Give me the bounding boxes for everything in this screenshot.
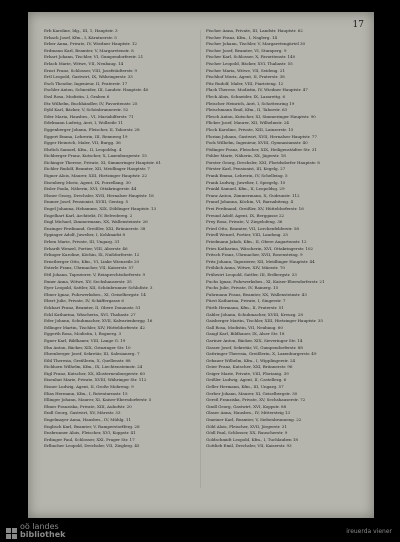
directory-entry: Erhart Johann, Tischler, VI, Gumpendorferstr. 21 [44, 54, 144, 60]
directory-entry: Eggert Emma, Lehrerin, III, Rennweg 19 [44, 133, 128, 139]
directory-entry: Eigl Franz, Kutscher, XX, Klosterneuburgerstr. 60 [44, 370, 145, 376]
directory-entry: Eggerth Rosa, Modistin, I, Bognerg. 3 [44, 331, 122, 337]
directory-entry: Engel Johanna, Hebamme, XIX, Döblinger Hauptstr. 13 [44, 206, 157, 212]
directory-entry: Fröhlich Anna, Witwe, XIV, Märzstr. 70 [206, 265, 285, 271]
directory-entry: Egner Karl, Bildhauer, VIII, Lange G. 19 [44, 337, 126, 343]
directory-entry: Fischer Johann, Tischler, V, Margaretengürtel 30 [206, 41, 306, 47]
directory-entry: Eggenberger Johann, Fleischer, II, Taborstr. 28 [44, 126, 140, 132]
directory-entry: Goldschmidt Leopold, Kfm., I, Tuchlauben 18 [206, 436, 298, 442]
directory-entry: Ettl Johann, Tapezierer, V, Reinprechtsdorferstr. 9 [44, 271, 146, 277]
directory-entry: Erlach Marie, Witwe, VII, Neubaug. 14 [44, 60, 124, 66]
directory-entry: Ernst Franz, Schlosser, VIII, Josefstädterstr. 9 [44, 67, 137, 73]
directory-entry: Engelhart Karl, Architekt, IV, Belvedereg. 2 [44, 212, 133, 218]
directory-entry: Flach Therese, Modistin, IV, Wiedner Hauptstr. 47 [206, 87, 308, 93]
directory-entry: Fischhof Moriz, Agent, II, Praterstr. 38 [206, 74, 285, 80]
directory-entry: Gaisberger Martin, Tischler, XIII, Hietzinger Hauptstr. 35 [206, 318, 323, 324]
directory-entry: Geller Hermann, Kfm., III, Ungarg. 57 [206, 384, 284, 390]
logo-text-line2: bibliothek [20, 530, 66, 539]
directory-entry: Ehrlich Samuel, Kfm., II, Leopoldsg. 4 [44, 146, 122, 152]
directory-entry: Fritz Johann, Tapezierer, XII, Meidlinger Hauptstr. 44 [206, 258, 315, 264]
directory-entry: Fürth Hermann, Kfm., II, Praterstr. 51 [206, 304, 284, 310]
directory-entry: Fock Wilhelm, Ingenieur, XVIII, Gymnasiumstr. 40 [206, 140, 308, 146]
directory-entry: Ertl Leopold, Gastwirt, IX, Währingerstr. 33 [44, 74, 133, 80]
directory-entry: Fuchs Julie, Private, IV, Rainerg. 15 [206, 285, 279, 291]
directory-entry: Geier Franz, Kutscher, XXI, Brünnerstr. 96 [206, 364, 293, 370]
directory-entry: Fried Otto, Beamter, VII, Lerchenfelderstr. 58 [206, 225, 299, 231]
directory-entry: Ehrenberger Josef, Sekretär, III, Salesianerg. 7 [44, 351, 140, 357]
directory-entry: Fohler Marie, Näherin, XX, Jägerstr. 18 [206, 153, 286, 159]
logo-text-line1: oö landes [20, 522, 59, 531]
directory-entry: Enzinger Ferdinand, Greißler, XXI, Brünnerstr. 38 [44, 225, 146, 231]
directory-entry: Fritsch Franz, Uhrmacher, XVII, Rosensteing. 9 [206, 252, 303, 258]
directory-entry: Frank Ludwig, Juwelier, I, Spiegelg. 10 [206, 179, 286, 185]
directory-entry: Edelmann Ludwig, Arzt, I, Wollzeile 11 [44, 120, 124, 126]
logo-mark-icon [6, 528, 17, 539]
directory-entry: Eder Johann, Schuhmacher, XVII, Kalvarienbergg. 16 [44, 318, 153, 324]
directory-entry: Ehn Anton, Bäcker, XIX, Grinzinger Str. 10 [44, 344, 131, 350]
directory-entry: Erdmann Karl, Beamter, V, Margaretenstr. 8 [44, 47, 134, 53]
directory-entry: Gasser Josef, Sekretär, VI, Gumpendorferstr. 88 [206, 344, 303, 350]
directory-entry: Gindl Georg, Gastwirt, XVI, Koppstr. 88 [206, 403, 287, 409]
directory-entry: Frey Rosa, Private, V, Ziegelofeng. 36 [206, 219, 283, 225]
directory-entry: Friedl Wenzel, Portier, VIII, Laudong. 25 [206, 232, 288, 238]
directory-entry: Florian Johann, Gastwirt, XVII, Hernalser Hauptstr. 77 [206, 133, 317, 139]
directory-entry: Glaser Anna, Hausbes., IV, Mittersteig 13 [206, 410, 291, 416]
directory-entry: Fuchs Ignaz, Fuhrwerksbes., XI, Kaiser-Ebersdorferstr. 21 [206, 278, 325, 284]
directory-entry: Ensbrunner Alois, Fleischer, XVI, Koppstr. 41 [44, 430, 136, 436]
directory-entry: Engelmayer Anna, Hausbes., IV, Mühlg. 11 [44, 417, 132, 423]
directory-entry: Eckhart Franz, Beamter, II, Obere Donaustr. 51 [44, 304, 141, 310]
directory-entry: Gmeiner Karl, Beamter, V, Siebenbrunneng. 22 [206, 417, 302, 423]
directory-entry: Etz Wilhelm, Buchhändler, IV, Favoritenstr. 25 [44, 100, 138, 106]
directory-entry: Frühwirt Leopold, Sattler, III, Erdbergstr. 33 [206, 271, 297, 277]
directory-entry: Essl Rosa, Modistin, I, Graben 6 [44, 93, 110, 99]
directory-entry: Eisenberg Moriz, Agent, IX, Porzellang. 30 [44, 179, 131, 185]
directory-entry: Fleischer Heinrich, Arzt, I, Schottenring 19 [206, 100, 295, 106]
directory-entry: Esch Theodor, Ingenieur, II, Praterstr. 17 [44, 80, 128, 86]
directory-entry: Eisler Paula, Näherin, XVI, Ottakringerstr. 44 [44, 186, 137, 192]
directory-entry: Eder Maria, Hausbes., VI, Mariahilferstr. 71 [44, 113, 134, 119]
directory-entry: Erben Marie, Private, III, Ungarg. 31 [44, 239, 120, 244]
directory-entry: Födinger Franz, Fleischer, XIX, Heiligenstädter Str. 31 [206, 146, 317, 152]
directory-entry: Elias Hermann, Kfm., I, Rotenturmstr. 15 [44, 390, 128, 396]
credit-text: ireuerda viener [346, 528, 392, 535]
directory-entry: Fischer Karl, Schlosser, X, Favoritenstr. 140 [206, 54, 296, 60]
directory-entry: Frei Ferdinand, Greißler, XV, Hütteldorferstr. 16 [206, 206, 304, 212]
directory-entry: Erb Karoline, ldg., III, 1, Hauptstr. 3 [44, 28, 118, 33]
directory-entry: Ellinger Johann, Maurer, XI, Kaiser-Ebersdorferstr. 5 [44, 397, 152, 403]
directory-entry: Geißler Ludwig, Agent, II, Castellezg. 6 [206, 377, 287, 383]
directory-entry: Eichinger Therese, Private, XI, Simmeringer Hauptstr. 61 [44, 159, 162, 165]
directory-entry: Gebauer Wilhelm, Kfm., I, Wipplingerstr. 24 [206, 357, 296, 363]
directory-entry: Exner Anna, Witwe, XV, Sechshauserstr. 35 [44, 278, 132, 284]
directory-entry: Eckl Katharina, Wäscherin, XVI, Thaliastr. 27 [44, 311, 136, 317]
directory-entry: Ebner Ignaz, Fuhrwerksbes., XI, Geiselbergstr. 14 [44, 291, 146, 297]
directory-entry: Erlbacher Leopold, Drechsler, VII, Zieglerg. 45 [44, 443, 140, 449]
directory-entry: Gabler Johann, Schuhmacher, XVIII, Kreuzg. 28 [206, 311, 303, 317]
directory-entry: Eigner Alois, Maurer, XIII, Hietzinger Hauptstr. 22 [44, 173, 147, 179]
directory-entry: Gall Rosa, Modistin, VII, Neubaug. 60 [206, 324, 283, 330]
directory-entry: Eybl Karl, Bäcker, V, Schönbrunnerstr. 52 [44, 107, 129, 113]
directory-entry: Gerber Johann, Maurer, XI, Geiselbergstr. 30 [206, 390, 298, 396]
directory-entry: Endl Georg, Gastwirt, XV, Märzstr. 33 [44, 410, 121, 416]
directory-entry: Fischer Maria, Witwe, VII, Seideng. 21 [206, 67, 285, 73]
directory-entry: Eppinger Adolf, Juwelier, I, Kohlmarkt 8 [44, 232, 126, 238]
directory-entry: Elsner Georg, Drechsler, XVII, Hernalser Hauptstr. 18 [44, 192, 154, 198]
directory-entry: Gangl Karl, Bildhauer, IX, Alser Str. 18 [206, 331, 285, 337]
left-column [44, 28, 202, 450]
directory-entry: Franz Anton, Zimmermann, X, Gudrunstr. 112 [206, 192, 300, 198]
directory-entry: Erbach Josef, Kfm., I, Kärntnerstr. 5 [44, 34, 117, 40]
document-page [28, 12, 374, 518]
directory-entry: Eschler Anton, Schneider, III, Landstr. Hauptstr. 40 [44, 87, 149, 93]
directory-entry: Erdinger Paul, Schlosser, XXI, Prager Str. 17 [44, 436, 135, 442]
directory-entry: Forster Georg, Drechsler, XXI, Floridsdorfer Hauptstr. 8 [206, 159, 320, 165]
footer [0, 518, 400, 542]
directory-entry: Flesch Anton, Kutscher, XI, Simmeringer Hauptstr. 90 [206, 113, 316, 119]
directory-entry: Gerstl Franziska, Private, XV, Sechshauserstr. 72 [206, 397, 306, 403]
directory-entry: Eibl Theresia, Greißlerin, X, Quellenstr. 88 [44, 357, 131, 363]
directory-entry: Englisch Karl, Beamter, V, Ramperstorfferg. 28 [44, 423, 140, 429]
directory-entry: Gödl Paul, Schlosser, XX, Rauscherstr. 9 [206, 430, 288, 436]
directory-entry: Gattringer Theresia, Greißlerin, X, Laxenburgerstr. 49 [206, 351, 317, 357]
directory-entry: Fürst Katharina, Private, I, Singerstr. 7 [206, 298, 286, 304]
directory-entry: Flicker Josef, Maurer, XII, Wilhelmstr. 24 [206, 120, 289, 126]
directory-entry: Eisner Ludwig, Agent, II, Große Mohreng. 9 [44, 384, 134, 390]
directory-entry: Erber Anna, Private, IV, Wiedner Hauptstr. 12 [44, 41, 137, 47]
directory-entry: Fischer Franz, Kfm., I, Naglerg. 14 [206, 34, 278, 40]
directory-entry: Fuhrmann Franz, Beamter, XX, Wallensteinstr. 43 [206, 291, 307, 297]
directory-entry: Geiger Marie, Private, VIII, Florianig. 39 [206, 370, 289, 376]
directory-entry: Ebert Julie, Private, IV, Schäffergasse 6 [44, 298, 124, 304]
directory-entry: Erlinger Karoline, Köchin, IX, Nußdorferstr. 12 [44, 252, 140, 258]
page-number: 17 [352, 20, 364, 30]
directory-entry: Franzl Johanna, Köchin, VI, Barnabiteng. 4 [206, 199, 294, 205]
directory-entry: Elmer Franziska, Private, XIII, Auhofstr. 20 [44, 403, 132, 409]
directory-entry: Frankl Samuel, Kfm., II, Leopoldsg. 29 [206, 186, 285, 192]
directory-entry: Engl Michael, Zimmermann, XX, Wallensteinstr. 26 [44, 219, 148, 225]
directory-entry: Gottlieb Emil, Drechsler, VII, Kaiserstr. 93 [206, 443, 292, 449]
directory-entry: Fitz Rudolf, Maler, VIII, Piaristeng. 12 [206, 80, 284, 86]
directory-entry: Fleck Alois, Schneider, IX, Lazarettg. 6 [206, 93, 286, 99]
directory-entry: Fischer Leopold, Bäcker, XVI, Thaliastr. 55 [206, 60, 293, 66]
directory-entry: Eyer Leopold, Sattler, XII, Schönbrunner Schloßstr. 3 [44, 285, 153, 291]
directory-entry: Göbl Alois, Fleischer, XVII, Jörgerstr. 31 [206, 423, 287, 429]
directory-entry: Floch Karoline, Private, XIII, Lainzerstr. 15 [206, 126, 294, 132]
directory-entry: Freund Adolf, Agent, IX, Berggasse 22 [206, 212, 285, 218]
library-logo [6, 523, 65, 539]
directory-entry: Esterle Franz, Uhrmacher, VII, Kaiserstr. 57 [44, 265, 134, 271]
directory-entry: Erhardt Wenzel, Portier, VIII, Alserstr. 46 [44, 245, 128, 251]
directory-entry: Gartner Anton, Bäcker, XIX, Sieveringer Str. 14 [206, 337, 303, 343]
directory-entry: Fries Katharina, Wäscherin, XVI, Ottakringerstr. 102 [206, 245, 313, 251]
directory-entry: Eichler Rudolf, Beamter, XII, Meidlinger Hauptstr. 7 [44, 166, 150, 172]
directory-entry: Egger Heinrich, Maler, VII, Burgg. 36 [44, 140, 121, 146]
directory-entry: Fleischmann Emil, Kfm., II, Taborstr. 63 [206, 107, 288, 113]
directory-entry: Eichberger Franz, Kutscher, X, Laxenburgerstr. 15 [44, 153, 147, 159]
directory-entry: Frank Emma, Lehrerin, IV, Schelleing. 5 [206, 173, 288, 179]
right-column [206, 28, 364, 450]
directory-entry: Ernstberger Otto, Kfm., VI, Linke Wienzeile 20 [44, 258, 140, 264]
directory-entry: Förster Karl, Pensionist, III, Kegelg. 27 [206, 166, 286, 172]
directory-entry: Friedmann Jakob, Kfm., II, Obere Augartenstr. 12 [206, 239, 307, 244]
directory-entry: Emmer Josef, Pensionist, XVIII, Gentzg. 5 [44, 199, 129, 205]
directory-entry: Fischer Anna, Private, III, Landstr. Hauptstr. 62 [206, 28, 303, 33]
directory-entry: Eichhorn Wilhelm, Kfm., IX, Liechtensteinstr. 24 [44, 364, 143, 370]
directory-entry: Edlinger Martin, Tischler, XIV, Hütteldorferstr. 42 [44, 324, 145, 330]
directory-entry: Eisenhut Marie, Private, XVIII, Währinger Str. 112 [44, 377, 147, 383]
directory-entry: Fischer Josef, Beamter, VI, Stumperg. 9 [206, 47, 287, 53]
